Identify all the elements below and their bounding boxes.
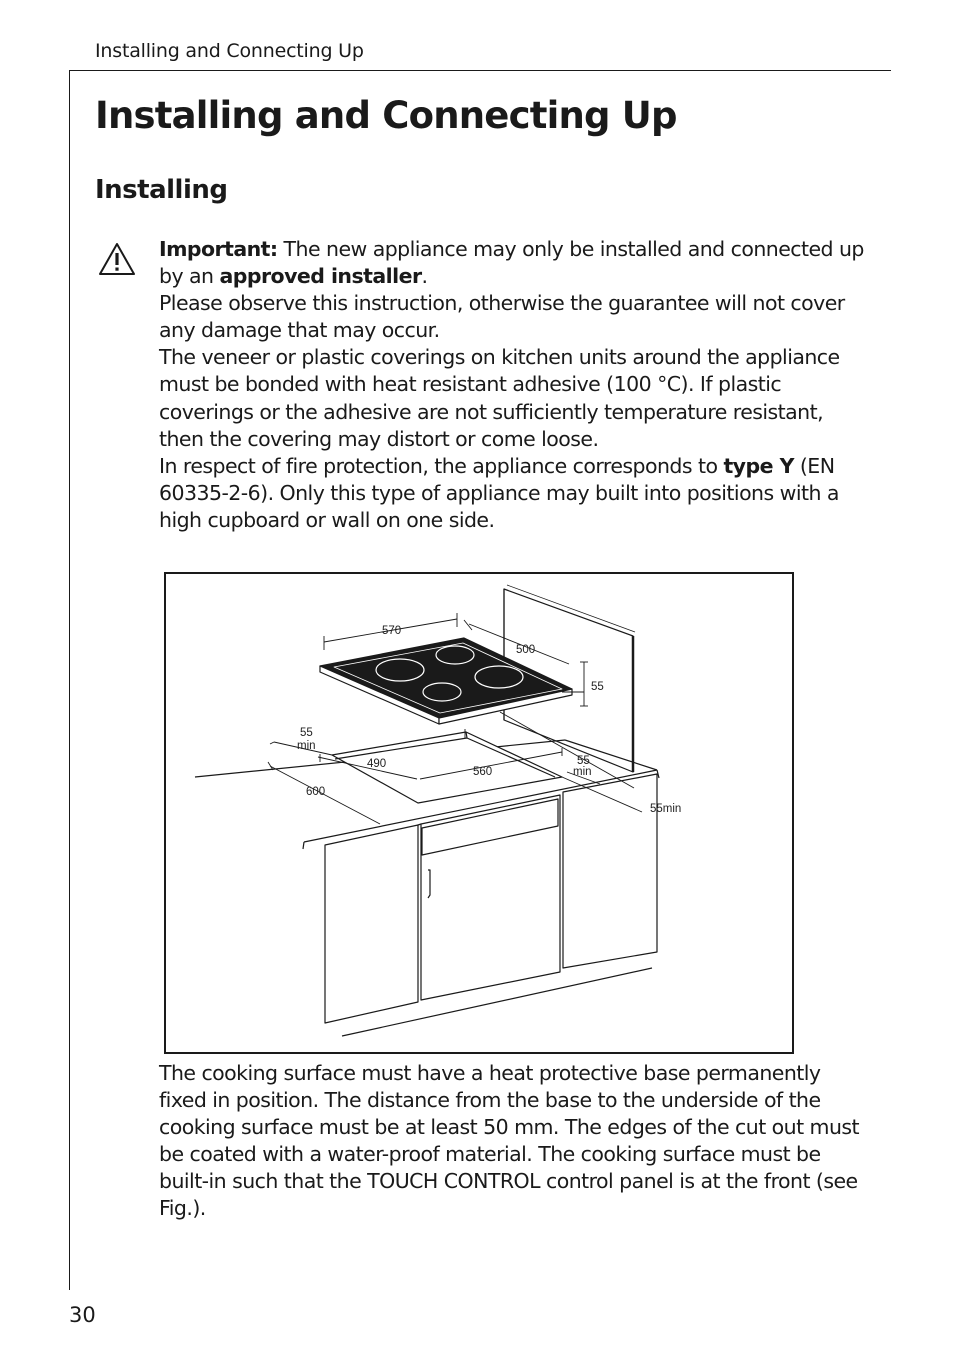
- important-paragraph: [159, 236, 864, 290]
- dim-hob-height: 55: [591, 681, 604, 693]
- warning-triangle-icon: [98, 242, 136, 276]
- dim-cutout-width: 560: [473, 766, 493, 778]
- header-rule: [69, 70, 891, 71]
- important-notice: [159, 236, 864, 534]
- installation-figure: [164, 572, 794, 1054]
- dim-hob-width: 570: [382, 625, 402, 637]
- dim-side-clearance-value: 55: [577, 755, 590, 767]
- fire-text-b: (EN 60335-2-6). Only this type of appliance may built into positions with a high cupboard or wall on one side.: [159, 453, 839, 532]
- dim-wall-clearance: 55min: [650, 803, 682, 815]
- guarantee-paragraph: Please observe this instruction, otherwise the guarantee will not cover any damage that may occur.: [159, 291, 845, 343]
- cabinet-right: [563, 774, 657, 968]
- approved-installer: approved installer: [219, 264, 422, 289]
- dim-front-clearance-value: 55: [300, 727, 313, 739]
- dim-front-clearance-unit: min: [297, 740, 316, 752]
- installation-diagram: [166, 574, 796, 1056]
- dim-hob-depth: 500: [516, 644, 536, 656]
- dim-cutout-depth: 490: [367, 758, 387, 770]
- dim-worktop-depth: 600: [306, 786, 326, 798]
- dim-side-clearance-unit: min: [573, 766, 592, 778]
- heat-protective-paragraph: The cooking surface must have a heat protective base permanently fixed in position. The distance from the base to the underside of the cooking surface must be at least 50 mm. The edges of the cut out must be coated with a water-proof material. The cooking surface must be built-in such that the TOUCH CONTROL control panel is at the front (see Fig.).: [159, 1061, 860, 1221]
- section-title: Installing: [95, 175, 228, 205]
- important-text-b: .: [421, 264, 428, 289]
- body-after-figure: [159, 1060, 864, 1223]
- adhesive-paragraph: The veneer or plastic coverings on kitchen units around the appliance must be bonded with heat resistant adhesive (100 °C). If plastic coverings or the adhesive are not sufficiently temperature resistant, then the covering may distort or come loose.: [159, 345, 840, 451]
- page-number: 30: [69, 1303, 96, 1327]
- cabinet-left: [325, 825, 418, 1023]
- type-y: type Y: [723, 453, 794, 478]
- fire-protection-paragraph: [159, 453, 864, 534]
- running-head: Installing and Connecting Up: [95, 40, 364, 62]
- fire-text-a: In respect of fire protection, the appliance corresponds to: [159, 453, 724, 478]
- page-title: Installing and Connecting Up: [95, 94, 677, 137]
- margin-rule: [69, 70, 70, 1290]
- important-lead: Important:: [159, 237, 278, 261]
- important-text-a: The new appliance may only be installed and connected up by an: [159, 237, 864, 289]
